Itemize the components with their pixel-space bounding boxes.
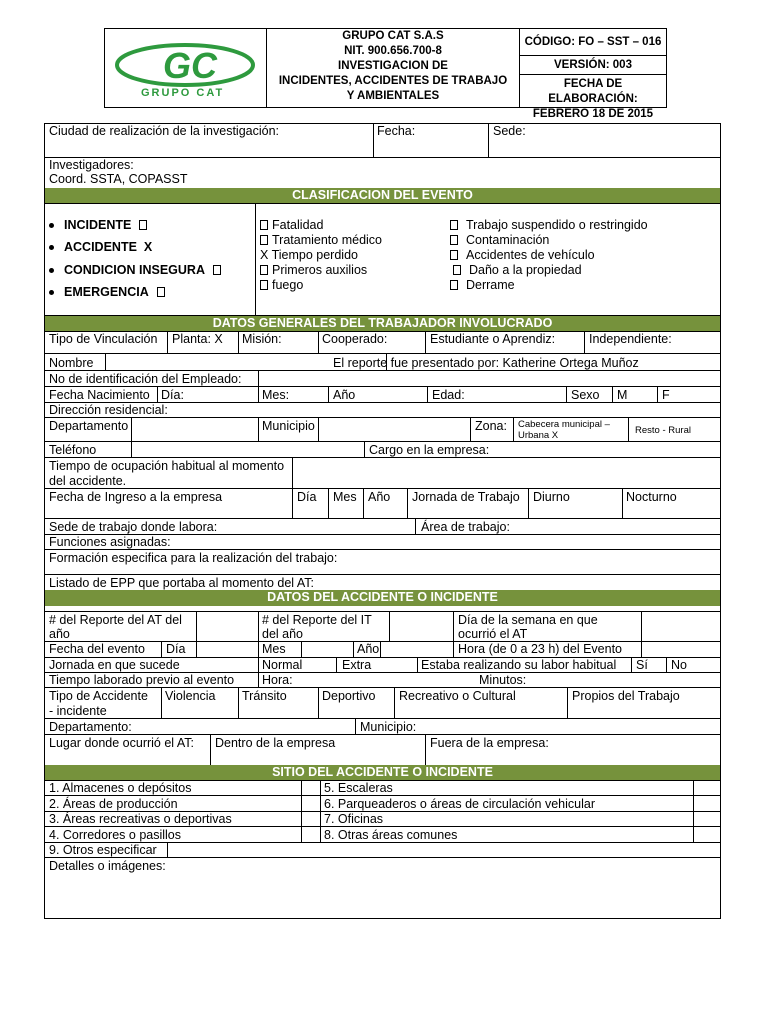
label-formacion: Formación especifica para la realización del trabajo:	[49, 551, 338, 565]
sitio-5: 5. Escaleras	[324, 781, 393, 795]
label-direccion: Dirección residencial:	[49, 403, 168, 417]
label-planta: Planta: X	[172, 332, 223, 346]
opt-tratamiento	[260, 233, 382, 247]
option-label: X Tiempo perdido	[260, 248, 358, 262]
label-mes-ingreso: Mes	[333, 490, 357, 504]
label-anio-ingreso: Año	[368, 490, 391, 504]
label-identificacion: No de identificación del Empleado:	[49, 372, 242, 386]
label-extra: Extra	[342, 658, 372, 672]
label-minutos: Minutos:	[479, 673, 527, 687]
opt-fuego	[260, 278, 303, 292]
opt-primeros-auxilios	[260, 263, 367, 277]
section-accidente-title: DATOS DEL ACCIDENTE O INCIDENTE	[267, 590, 498, 604]
label-sexo: Sexo	[571, 388, 600, 402]
label-municipio-at: Municipio:	[360, 720, 417, 734]
title-line: INCIDENTES, ACCIDENTES DE TRABAJO	[278, 75, 508, 87]
tipo-condicion-insegura	[49, 263, 224, 277]
opt-contaminacion	[450, 233, 549, 247]
label-mes: Mes:	[262, 388, 290, 402]
label-tiempo-ocupacion-2: del accidente.	[49, 474, 127, 488]
checkbox-icon[interactable]	[450, 280, 458, 290]
section-clasificacion-title: CLASIFICACION DEL EVENTO	[292, 188, 473, 202]
option-label: Daño a la propiedad	[469, 263, 582, 277]
tipo-label: CONDICION INSEGURA	[64, 263, 205, 277]
header-logo-cell	[104, 28, 267, 108]
tipo-label: EMERGENCIA	[64, 285, 149, 299]
label-fecha: Fecha:	[377, 124, 416, 138]
label-ciudad: Ciudad de realización de la investigación:	[49, 124, 280, 138]
label-fuera: Fuera de la empresa:	[430, 736, 549, 750]
label-violencia: Violencia	[165, 689, 216, 703]
label-f: F	[662, 388, 670, 402]
opt-dano-propiedad	[453, 263, 582, 277]
label-tiempo-laborado: Tiempo laborado previo al evento	[49, 673, 235, 687]
label-sede-trabajo: Sede de trabajo donde labora:	[49, 520, 218, 534]
title-line: Y AMBIENTALES	[346, 90, 440, 102]
label-epp: Listado de EPP que portaba al momento del AT:	[49, 576, 314, 590]
option-label: Fatalidad	[272, 218, 324, 232]
label-zona: Zona:	[475, 419, 507, 433]
label-dentro: Dentro de la empresa	[215, 736, 336, 750]
label-dia-semana-1: Día de la semana en que	[458, 613, 598, 627]
tipo-incidente	[49, 218, 150, 232]
checkbox-icon[interactable]	[260, 265, 268, 275]
section-trabajador-title: DATOS GENERALES DEL TRABAJADOR INVOLUCRADO	[212, 316, 553, 330]
label-investigadores: Investigadores:	[49, 158, 134, 172]
label-anio: Año	[333, 388, 356, 402]
sitio-2: 2. Áreas de producción	[49, 797, 178, 811]
label-transito: Tránsito	[242, 689, 287, 703]
label-edad: Edad:	[432, 388, 465, 402]
sitio-8: 8. Otras áreas comunes	[324, 828, 458, 842]
opt-tiempo-perdido	[260, 248, 358, 262]
label-cargo: Cargo en la empresa:	[369, 443, 490, 457]
label-municipio: Municipio	[262, 419, 315, 433]
tipo-label: ACCIDENTE X	[64, 240, 153, 254]
title-line: INVESTIGACION DE	[338, 60, 448, 72]
label-fecha-ingreso: Fecha de Ingreso a la empresa	[49, 490, 223, 504]
label-hora: Hora:	[262, 673, 293, 687]
label-labor-habitual: Estaba realizando su labor habitual	[421, 658, 617, 672]
label-fecha-evento: Fecha del evento	[49, 642, 145, 656]
label-jornada-sucede: Jornada en que sucede	[49, 658, 180, 672]
label-anio-evento: Año	[357, 642, 380, 656]
label-diurno: Diurno	[533, 490, 570, 504]
fecha-line: FECHA DE ELABORACIÓN:	[548, 78, 638, 105]
title-line: NIT. 900.656.700-8	[344, 45, 442, 57]
grupo-cat-logo	[105, 29, 266, 107]
label-dia: Día:	[161, 388, 184, 402]
tipo-accidente	[49, 240, 152, 254]
label-sede: Sede:	[493, 124, 526, 138]
label-cooperado: Cooperado:	[322, 332, 388, 346]
codigo-text: CÓDIGO: FO – SST – 016	[524, 36, 662, 48]
checkbox-icon[interactable]	[450, 220, 458, 230]
label-dia-evento: Día	[166, 642, 186, 656]
header-title	[266, 28, 520, 108]
label-reporte-it-1: # del Reporte del IT	[262, 613, 372, 627]
label-departamento: Departamento	[49, 419, 129, 433]
label-tipo-accidente-2: - incidente	[49, 704, 107, 718]
label-area-trabajo: Área de trabajo:	[421, 520, 510, 534]
sitio-1: 1. Almacenes o depósitos	[49, 781, 192, 795]
label-departamento-at: Departamento:	[49, 720, 132, 734]
label-cabecera-2: Urbana X	[518, 430, 559, 441]
label-fecha-nacimiento: Fecha Nacimiento	[49, 388, 150, 402]
section-clasificacion	[45, 188, 720, 203]
opt-trabajo-suspendido	[450, 218, 648, 232]
sitio-9: 9. Otros especificar	[49, 843, 157, 857]
version-text: VERSIÓN: 003	[554, 59, 632, 71]
header-version	[519, 55, 667, 75]
label-dia-semana-2: ocurrió el AT	[458, 627, 528, 641]
checkbox-icon[interactable]	[213, 265, 221, 275]
sitio-7: 7. Oficinas	[324, 812, 384, 826]
checkbox-icon[interactable]	[260, 280, 268, 290]
label-reporte-presentado: El reporte fue presentado por: Katherine Ortega Muñoz	[333, 356, 639, 370]
label-mes-evento: Mes	[262, 642, 286, 656]
option-label: Trabajo suspendido o restringido	[466, 218, 648, 232]
checkbox-icon[interactable]	[453, 265, 461, 275]
checkbox-icon[interactable]	[450, 250, 458, 260]
checkbox-icon[interactable]	[260, 235, 268, 245]
label-tiempo-ocupacion-1: Tiempo de ocupación habitual al momento	[49, 459, 285, 473]
label-resto-rural: Resto - Rural	[635, 425, 691, 436]
label-deportivo: Deportivo	[322, 689, 376, 703]
title-line: GRUPO CAT S.A.S	[342, 30, 444, 42]
tipo-emergencia	[49, 285, 168, 299]
logo-letters: GC	[163, 45, 217, 86]
logo-text: GRUPO CAT	[141, 87, 225, 99]
option-label: Tratamiento médico	[272, 233, 382, 247]
header-fecha	[519, 74, 667, 120]
label-reporte-it-2: del año	[262, 627, 304, 641]
tipo-label: INCIDENTE	[64, 218, 132, 232]
opt-derrame	[450, 278, 515, 292]
checkbox-icon[interactable]	[260, 220, 268, 230]
section-accidente	[45, 590, 720, 606]
sitio-4: 4. Corredores o pasillos	[49, 828, 182, 842]
opt-accidentes-vehiculo	[450, 248, 595, 262]
section-sitio-title: SITIO DEL ACCIDENTE O INCIDENTE	[272, 765, 493, 779]
checkbox-icon[interactable]	[450, 235, 458, 245]
label-jornada-trabajo: Jornada de Trabajo	[412, 490, 520, 504]
label-propios: Propios del Trabajo	[572, 689, 680, 703]
checkbox-icon[interactable]	[157, 287, 165, 297]
option-label: Contaminación	[466, 233, 550, 247]
section-trabajador	[45, 316, 720, 331]
label-mision: Misión:	[242, 332, 282, 346]
section-sitio	[45, 765, 720, 780]
label-nombre: Nombre	[49, 356, 94, 370]
label-tipo-accidente-1: Tipo de Accidente	[49, 689, 148, 703]
label-recreativo: Recreativo o Cultural	[399, 689, 516, 703]
label-estudiante: Estudiante o Aprendiz:	[430, 332, 556, 346]
label-funciones: Funciones asignadas:	[49, 535, 171, 549]
label-m: M	[617, 388, 628, 402]
label-cabecera-1: Cabecera municipal –	[518, 419, 610, 430]
opt-fatalidad	[260, 218, 323, 232]
label-normal: Normal	[262, 658, 303, 672]
label-detalles: Detalles o imágenes:	[49, 859, 166, 873]
label-hora-evento: Hora (de 0 a 23 h) del Evento	[458, 642, 622, 656]
value-investigadores: Coord. SSTA, COPASST	[49, 172, 188, 186]
checkbox-icon[interactable]	[139, 220, 147, 230]
sitio-6: 6. Parqueaderos o áreas de circulación vehicular	[324, 797, 595, 811]
label-tipo-vinculacion: Tipo de Vinculación	[49, 332, 158, 346]
label-reporte-at-1: # del Reporte del AT del	[49, 613, 182, 627]
label-no: No	[671, 658, 687, 672]
sitio-3: 3. Áreas recreativas o deportivas	[49, 812, 232, 826]
option-label: Primeros auxilios	[272, 263, 368, 277]
header-codigo	[519, 28, 667, 56]
label-lugar: Lugar donde ocurrió el AT:	[49, 736, 195, 750]
label-nocturno: Nocturno	[626, 490, 677, 504]
option-label: Accidentes de vehículo	[466, 248, 595, 262]
fecha-line: FEBRERO 18 DE 2015	[532, 108, 654, 120]
label-independiente: Independiente:	[589, 332, 672, 346]
label-si: Sí	[636, 658, 648, 672]
label-telefono: Teléfono	[49, 443, 97, 457]
option-label: Derrame	[466, 278, 515, 292]
label-dia-ingreso: Día	[297, 490, 317, 504]
option-label: fuego	[272, 278, 304, 292]
label-reporte-at-2: año	[49, 627, 70, 641]
